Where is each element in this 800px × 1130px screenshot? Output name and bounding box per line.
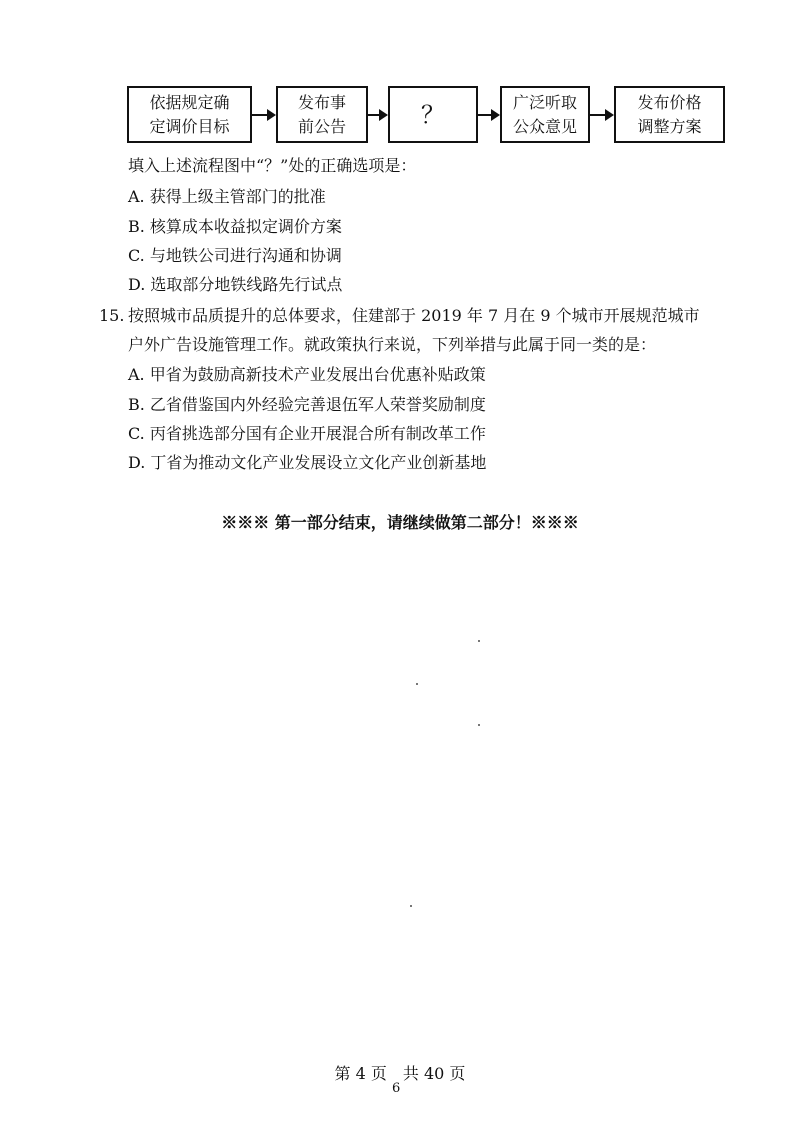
flowchart — [0, 0, 800, 150]
q14-option-b: B. 核算成本收益拟定调价方案 — [128, 217, 342, 236]
flow-box-2-label: 发布事 前公告 — [297, 92, 346, 136]
q15-option-b: B. 乙省借鉴国内外经验完善退伍军人荣誉奖励制度 — [128, 395, 486, 414]
scan-speck — [478, 640, 480, 642]
flow-arrow-2 — [368, 114, 386, 116]
q15-option-a: A. 甲省为鼓励高新技术产业发展出台优惠补贴政策 — [128, 365, 486, 384]
q15-option-d: D. 丁省为推动文化产业发展设立文化产业创新基地 — [128, 453, 487, 472]
q15-option-c: C. 丙省挑选部分国有企业开展混合所有制改革工作 — [128, 424, 486, 443]
flow-box-3 — [388, 86, 478, 143]
flow-box-1 — [127, 86, 252, 143]
page-number: 6 — [392, 1081, 401, 1096]
scan-speck — [410, 905, 412, 907]
flow-arrow-4 — [590, 114, 612, 116]
flow-arrow-3 — [478, 114, 498, 116]
q14-prompt: 填入上述流程图中“？”处的正确选项是： — [128, 156, 417, 175]
flow-box-2 — [276, 86, 368, 143]
flow-box-3-label: ？ — [421, 100, 445, 129]
section-end-notice: ※※※ 第一部分结束，请继续做第二部分！※※※ — [221, 513, 579, 532]
q14-option-c: C. 与地铁公司进行沟通和协调 — [128, 246, 342, 265]
scan-speck — [416, 683, 418, 685]
flow-box-4-label: 广泛听取 公众意见 — [512, 92, 577, 136]
q15-number: 15. — [99, 306, 125, 325]
flow-box-5 — [614, 86, 725, 143]
flow-arrow-1 — [252, 114, 274, 116]
q15-stem-line-1: 按照城市品质提升的总体要求，住建部于 2019 年 7 月在 9 个城市开展规范城市 — [128, 306, 700, 325]
page-footer: 第 4 页 共 40 页 — [334, 1064, 466, 1083]
scan-speck — [478, 724, 480, 726]
flow-box-1-label: 依据规定确 定调价目标 — [149, 92, 230, 136]
q14-option-a: A. 获得上级主管部门的批准 — [128, 187, 326, 206]
q15-stem-line-2: 户外广告设施管理工作。就政策执行来说，下列举措与此属于同一类的是： — [128, 335, 657, 354]
flow-box-5-label: 发布价格 调整方案 — [637, 92, 702, 136]
q14-option-d: D. 选取部分地铁线路先行试点 — [128, 275, 343, 294]
flow-box-4 — [500, 86, 590, 143]
